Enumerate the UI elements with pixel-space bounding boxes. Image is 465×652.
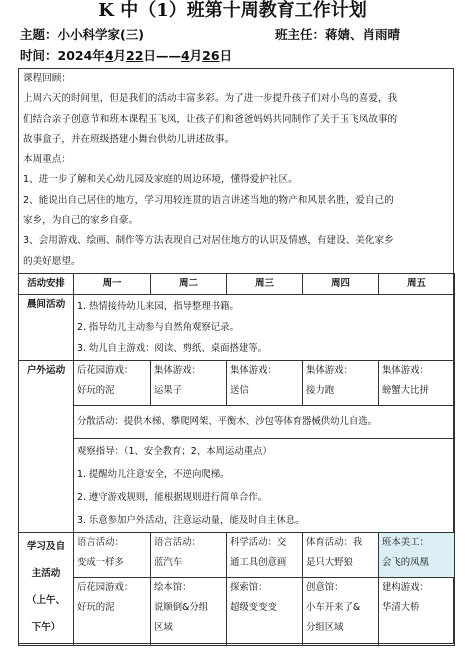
cell-line: 小车开来了&	[306, 602, 361, 613]
outdoor-label: 户外运动	[19, 361, 74, 533]
header-thursday: 周四	[303, 274, 379, 295]
review-line: 故事盒子，并在班级搭建小舞台供幼儿讲述故事。	[23, 133, 235, 145]
outdoor-games-row	[19, 361, 455, 406]
cell-line: 变成一样多	[77, 557, 124, 568]
study-label-line: 下午）	[31, 622, 61, 633]
time-day-unit: 日	[219, 48, 233, 63]
cell-line: 绘本馆：	[154, 582, 192, 593]
outdoor-free-content: 分散活动：提供木梯、攀爬网架、平衡木、沙包等体育器械供幼儿自选。	[74, 406, 455, 439]
outdoor-game-friday	[379, 361, 455, 406]
time-month-unit-1: 月	[113, 48, 127, 63]
cell-line: 语言活动：	[154, 537, 201, 548]
cell-line: 班本美工：	[382, 537, 429, 548]
study-row-1	[19, 533, 455, 578]
cell-line: 是只大野狼	[306, 557, 353, 568]
teacher-value: 蒋婧、肖雨晴	[325, 27, 401, 42]
review-line: 们结合亲子创意节和班本课程玉飞凤，让孩子们和爸爸妈妈共同制作了关于玉飞凤故事的	[23, 113, 398, 125]
morning-line: 1. 热情接待幼儿来园，指导整理书籍。	[77, 301, 239, 312]
area-thursday	[303, 578, 379, 646]
study-label-line: 主活动	[31, 568, 61, 579]
cell-line: 通工具创意画	[230, 557, 287, 568]
study-row-2	[19, 578, 455, 646]
time-label: 时间：	[20, 48, 58, 63]
cell-line: 蓝汽车	[154, 557, 183, 568]
cell-line: 好玩的泥	[77, 602, 115, 613]
cell-line: 区域	[154, 622, 173, 633]
time-day-start: 22	[126, 48, 144, 63]
time-dash: 日——	[143, 48, 181, 63]
outdoor-game-thursday	[303, 361, 379, 406]
time-month-end: 4	[180, 48, 190, 63]
course-review	[19, 69, 453, 272]
cell-line: 体育活动：我	[306, 537, 363, 548]
header-wednesday: 周三	[227, 274, 303, 295]
study-label	[19, 533, 74, 646]
cell-line: 螃蟹大比拼	[382, 385, 429, 396]
theme-label: 主题：	[20, 27, 58, 42]
schedule-table	[18, 273, 455, 646]
focus-line: 2、能说出自己居住的地方，学习用较连贯的语言讲述当地的物产和风景名胜，爱自己的	[23, 194, 394, 206]
theme-line	[20, 27, 144, 43]
study-label-line: 学习及自	[26, 541, 66, 552]
header-tuesday: 周二	[151, 274, 227, 295]
outdoor-free-row	[19, 406, 455, 439]
cell-line: 建构游戏：	[382, 582, 429, 593]
study-tuesday	[151, 533, 227, 578]
observe-row	[19, 439, 455, 533]
cell-line: 好玩的泥	[77, 385, 115, 396]
focus-line: 1、进一步了解和关心幼儿园及家庭的周边环境，懂得爱护社区。	[23, 174, 298, 186]
study-friday	[379, 533, 455, 578]
review-line: 上周六天的时间里，但是我们的活动丰富多彩。为了进一步提升孩子们对小鸟的喜爱，我	[23, 93, 398, 105]
cell-line: 超级变变变	[230, 602, 277, 613]
cell-line: 会飞的凤凰	[382, 557, 429, 568]
review-heading: 课程回顾：	[23, 73, 71, 84]
header-activity: 活动安排	[19, 274, 74, 295]
focus-line: 家乡，为自己的家乡自豪。	[23, 215, 139, 227]
observe-line: 2. 遵守游戏规则，能根据规则进行简单合作。	[77, 492, 268, 503]
observe-line: 3. 乐意参加户外活动，注意运动量，能及时自主休息。	[77, 515, 305, 526]
cell-line: 华清大桥	[382, 602, 420, 613]
area-tuesday	[151, 578, 227, 646]
morning-line: 2. 指导幼儿主动参与自然角观察记录。	[77, 322, 239, 333]
observe-content	[74, 439, 455, 533]
area-wednesday	[227, 578, 303, 646]
cell-line: 创意馆：	[306, 582, 344, 593]
cell-line: 科学活动：交	[230, 537, 287, 548]
header-friday: 周五	[379, 274, 455, 295]
time-month-unit-2: 月	[189, 48, 203, 63]
outdoor-game-monday	[74, 361, 151, 406]
cell-line: 后花园游戏：	[77, 582, 134, 593]
observe-line: 1. 提醒幼儿注意安全，不逆向爬梯。	[77, 469, 230, 480]
cell-line: 接力跑	[306, 385, 335, 396]
area-friday	[379, 578, 455, 646]
focus-line: 的美好愿望。	[23, 255, 81, 267]
cell-line: 分组区域	[306, 622, 344, 633]
cell-line: 集体游戏：	[154, 365, 201, 376]
cell-line: 说顺倒&分组	[154, 602, 209, 613]
outdoor-game-wednesday	[227, 361, 303, 406]
cell-line: 集体游戏：	[230, 365, 277, 376]
cell-line: 送信	[230, 385, 249, 396]
observe-line: 观察指导：（1、安全教育；2、本周运动重点）	[77, 446, 272, 457]
cell-line: 语言活动：	[77, 537, 124, 548]
table-header-row	[19, 274, 455, 295]
cell-line: 集体游戏：	[382, 365, 429, 376]
study-thursday	[303, 533, 379, 578]
cell-line: 集体游戏：	[306, 365, 353, 376]
outdoor-game-tuesday	[151, 361, 227, 406]
morning-content	[74, 295, 455, 361]
header-monday: 周一	[74, 274, 151, 295]
study-label-line: （上午、	[26, 595, 66, 606]
area-monday	[74, 578, 151, 646]
cell-line: 运果子	[154, 385, 183, 396]
study-monday	[74, 533, 151, 578]
focus-line: 3、会用游戏、绘画、制作等方法表现自己对居住地方的认识及情感，有建设、美化家乡	[23, 235, 394, 247]
theme-value: 小小科学家(三)	[57, 27, 144, 42]
morning-line: 3. 幼儿自主游戏：阅读、剪纸、桌面搭建等。	[77, 343, 268, 354]
cell-line: 探索馆：	[230, 582, 268, 593]
morning-label: 晨间活动	[19, 295, 74, 361]
time-year: 2024年	[57, 48, 105, 63]
focus-heading: 本周重点：	[23, 154, 71, 166]
time-line	[20, 48, 232, 64]
study-wednesday	[227, 533, 303, 578]
time-month-start: 4	[104, 48, 114, 63]
time-day-end: 26	[202, 48, 220, 63]
cell-line: 后花园游戏：	[77, 365, 134, 376]
morning-row	[19, 295, 455, 361]
teacher-label: 班主任：	[275, 27, 326, 42]
teacher-line	[275, 27, 400, 43]
page-title: K 中（1）班第十周教育工作计划	[98, 0, 367, 21]
